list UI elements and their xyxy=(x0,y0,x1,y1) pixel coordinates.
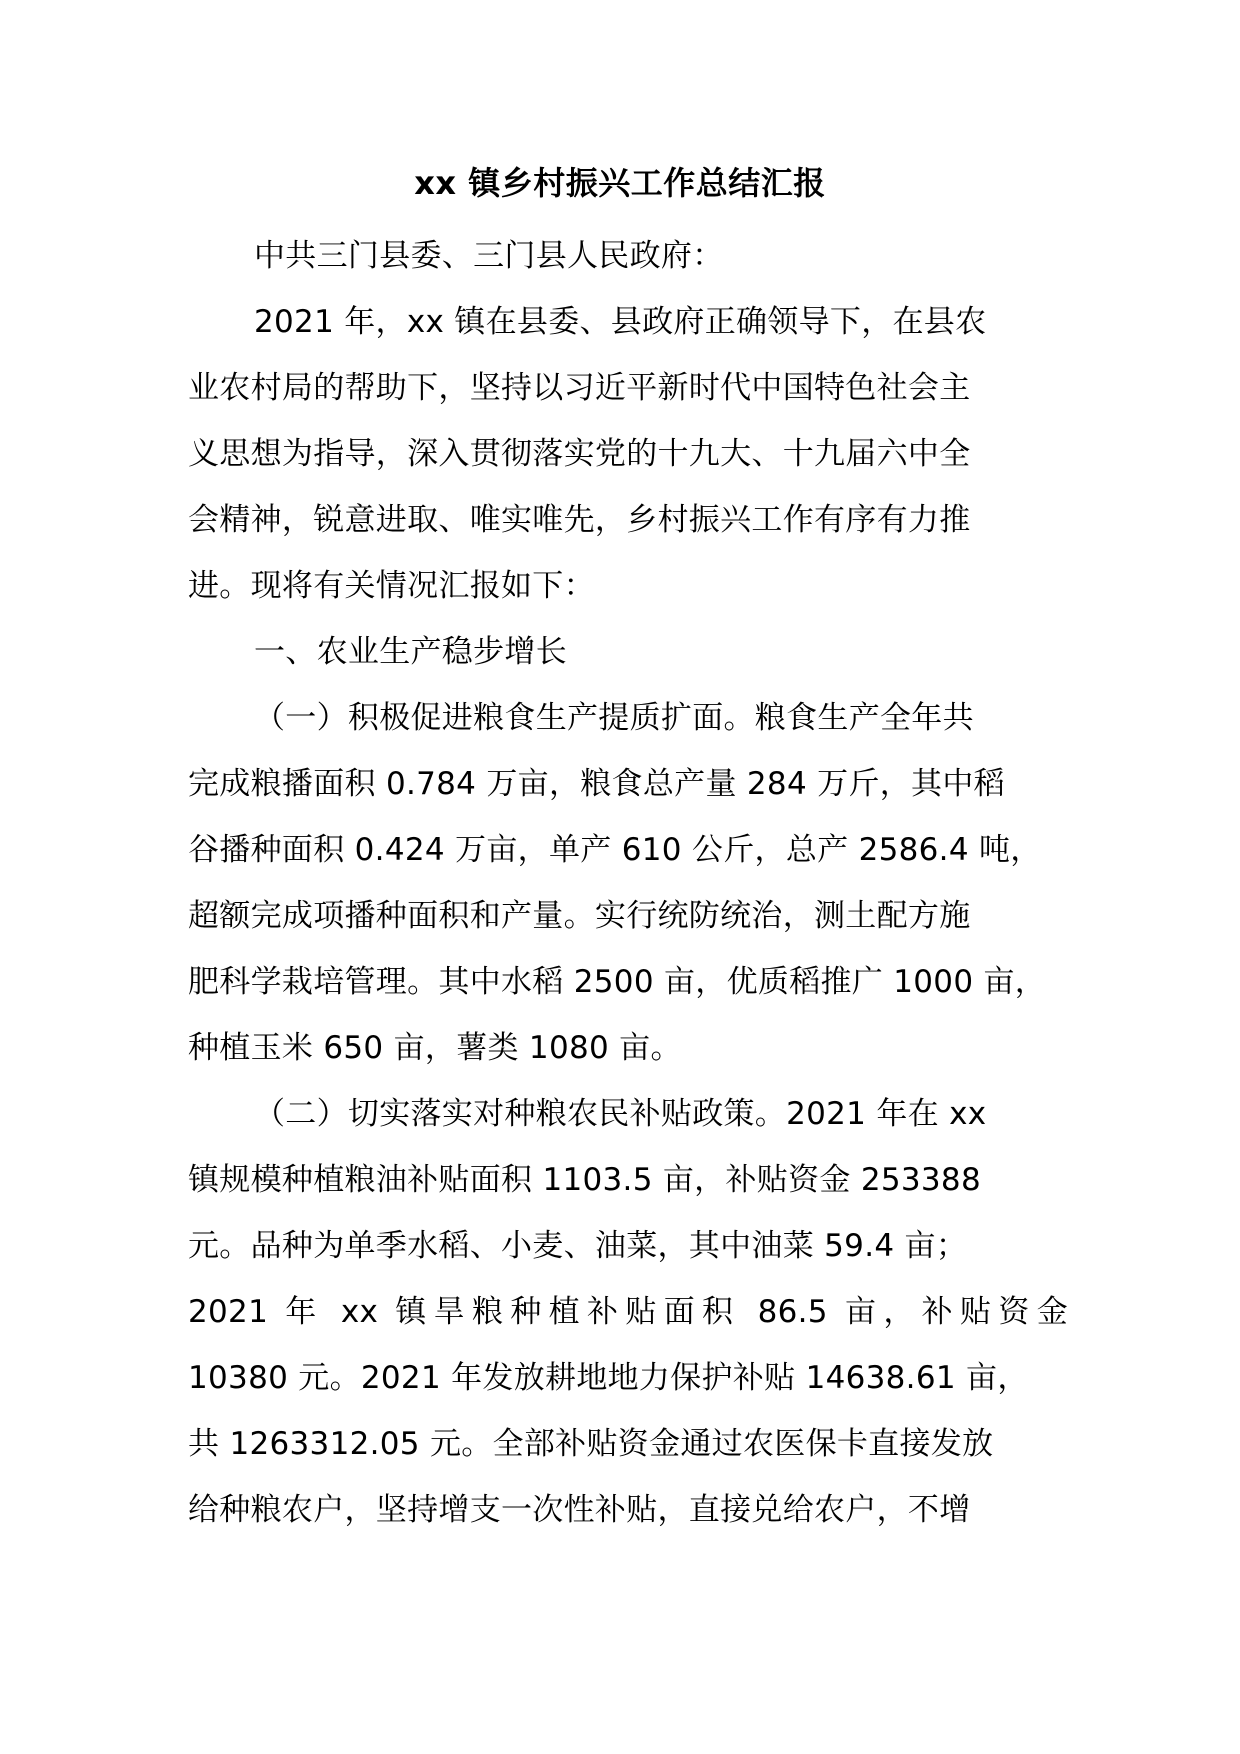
paragraph-line: 谷播种面积 0.424 万亩，单产 610 公斤，总产 2586.4 吨， xyxy=(188,832,1042,868)
paragraph-line: 10380 元。2021 年发放耕地地力保护补贴 14638.61 亩， xyxy=(188,1360,1029,1396)
paragraph-line: （一）积极促进粮食生产提质扩面。粮食生产全年共 xyxy=(254,700,974,736)
salutation-line: 中共三门县委、三门县人民政府： xyxy=(254,238,724,274)
paragraph-line: 镇规模种植粮油补贴面积 1103.5 亩，补贴资金 253388 xyxy=(188,1162,981,1198)
paragraph-line: 2021 年，xx 镇在县委、县政府正确领导下，在县农 xyxy=(254,304,987,340)
paragraph-line: 元。品种为单季水稻、小麦、油菜，其中油菜 59.4 亩； xyxy=(188,1228,968,1264)
paragraph-line: 完成粮播面积 0.784 万亩，粮食总产量 284 万斤，其中稻 xyxy=(188,766,1005,802)
document-title: xx 镇乡村振兴工作总结汇报 xyxy=(414,164,826,202)
paragraph-line: （二）切实落实对种粮农民补贴政策。2021 年在 xx xyxy=(254,1096,987,1132)
paragraph-line: 义思想为指导，深入贯彻落实党的十九大、十九届六中全 xyxy=(188,436,971,472)
paragraph-line: 超额完成项播种面积和产量。实行统防统治，测土配方施 xyxy=(188,898,971,934)
paragraph-line: 业农村局的帮助下，坚持以习近平新时代中国特色社会主 xyxy=(188,370,971,406)
paragraph-line: 会精神，锐意进取、唯实唯先，乡村振兴工作有序有力推 xyxy=(188,502,971,538)
paragraph-line: 2021 年 xx 镇旱粮种植补贴面积 86.5 亩，补贴资金 xyxy=(188,1294,1068,1330)
paragraph-line: 共 1263312.05 元。全部补贴资金通过农医保卡直接发放 xyxy=(188,1426,994,1462)
paragraph-line: 给种粮农户，坚持增支一次性补贴，直接兑给农户，不增 xyxy=(188,1492,971,1528)
paragraph-line: 种植玉米 650 亩，薯类 1080 亩。 xyxy=(188,1030,682,1066)
paragraph-line: 进。现将有关情况汇报如下： xyxy=(188,568,595,604)
document-body xyxy=(188,223,1068,1543)
paragraph-line: 肥科学栽培管理。其中水稻 2500 亩，优质稻推广 1000 亩， xyxy=(188,964,1047,1000)
section-heading: 一、农业生产稳步增长 xyxy=(254,634,567,670)
